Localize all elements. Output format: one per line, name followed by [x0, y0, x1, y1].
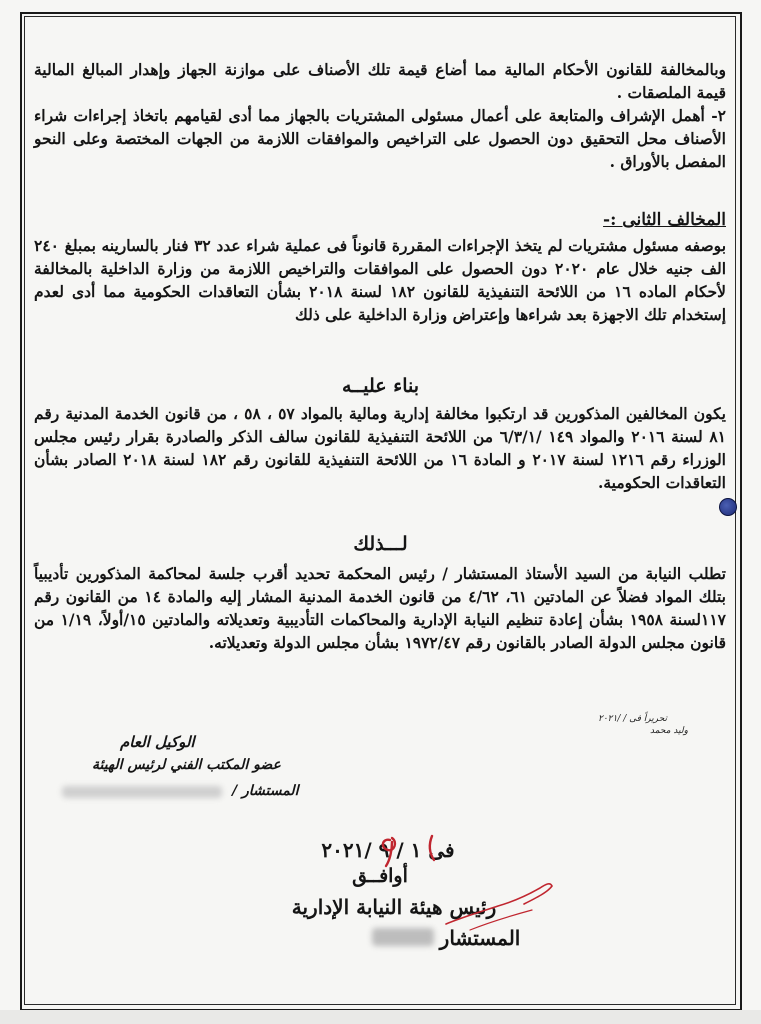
- accordingly-text: يكون المخالفين المذكورين قد ارتكبوا مخالفة إدارية ومالية بالمواد ٥٧ ، ٥٨ ، من قانون الخدمة المدنية رقم ٨١ لسنة ٢٠١٦ والمواد ١٤٩ /٦/٣/١ من اللائحة التنفيذية للقانون سالف الذكر والصادرة بقرار رئيس مجلس الوزراء رقم ١٢١٦ لسنة ٢٠١٧ و المادة ١٦ من اللائحة التنفيذية للقانون رقم ١٨٢ لسنة ٢٠١٨ الصادر بشأن التعاقدات الحكومية.: [34, 404, 727, 492]
- signature-general-agent: الوكيل العام: [120, 733, 195, 751]
- therefore-text: تطلب النيابة من السيد الأستاذ المستشار / رئيس المحكمة تحديد أقرب جلسة لمحاكمة المذكورين تأديبياً بتلك المواد فضلاً عن المادتين ٦١، ٤/٦٢ من قانون الخدمة المدنية المشار إليه والمادة ١٤ من القانون رقم ١١٧لسنة ١٩٥٨ بشأن إعادة تنظيم النيابة الإدارية والمحاكمات التأديبية وتعديلاته والمادتين ١٥/أولاً، ١/١٩ من قانون مجلس الدولة الصادر بالقانون رقم ١٩٧٢/٤٧ بشأن مجلس الدولة وتعديلاته.: [34, 564, 727, 652]
- redacted-name-signatory: [62, 786, 222, 798]
- bottom-margin-strip: [0, 1010, 761, 1024]
- approval-signature-scribble: [440, 872, 560, 942]
- punch-hole-mark: [719, 498, 737, 516]
- approval-counselor: المستشار: [439, 926, 521, 950]
- approval-head-title: رئيس هيئة النيابة الإدارية: [291, 895, 497, 919]
- therefore-heading: لـــذلك: [353, 533, 408, 555]
- paragraph-item-2: ٢- أهمل الإشراف والمتابعة على أعمال مسئولى المشتريات بالجهاز مما أدى لقيامهم باتخاذ إجراءات شراء الأصناف محل التحقيق دون الحصول على التراخيص والموافقات اللازمة من الجهات المختصة وعلى النحو المفصل بالأوراق .: [34, 106, 726, 171]
- paragraph-financial-rules: وبالمخالفة للقانون الأحكام المالية مما أضاع قيمة تلك الأصناف على موازنة الجهاز وإهدار المبالغ المالية قيمة الملصقات .: [34, 60, 726, 102]
- signature-technical-office-member: عضو المكتب الفني لرئيس الهيئة: [92, 757, 281, 773]
- drafter-name-note: وليد محمد: [650, 726, 688, 736]
- approval-date: فى ١ / ٩ /٢٠٢١: [321, 838, 455, 862]
- handwritten-day-mark: [370, 828, 480, 868]
- approval-approve: أوافــق: [352, 865, 408, 887]
- second-violator-heading: المخالف الثانى :-: [603, 210, 726, 230]
- redacted-name-head: [372, 928, 434, 946]
- drafting-date-note: تحريراً فى / /٢٠٢١: [598, 714, 668, 724]
- signature-counselor: المستشار /: [232, 783, 299, 799]
- second-violator-text: بوصفه مسئول مشتريات لم يتخذ الإجراءات المقررة قانوناً فى عملية شراء عدد ٣٢ فنار بالسارينه بمبلغ ٢٤٠ الف جنيه خلال عام ٢٠٢٠ دون الحصول على الموافقات والتراخيص اللازمة من وزارة الداخلية بالمخالفة لأحكام الماده ١٦ من اللائحة التنفيذية للقانون ١٨٢ لسنة ٢٠١٨ بشأن التعاقدات الحكومية مما أدى لعدم إستخدام تلك الاجهزة بعد شراءها وإعتراض وزارة الداخلية على ذلك: [34, 236, 727, 324]
- accordingly-heading: بناء عليــه: [341, 375, 420, 397]
